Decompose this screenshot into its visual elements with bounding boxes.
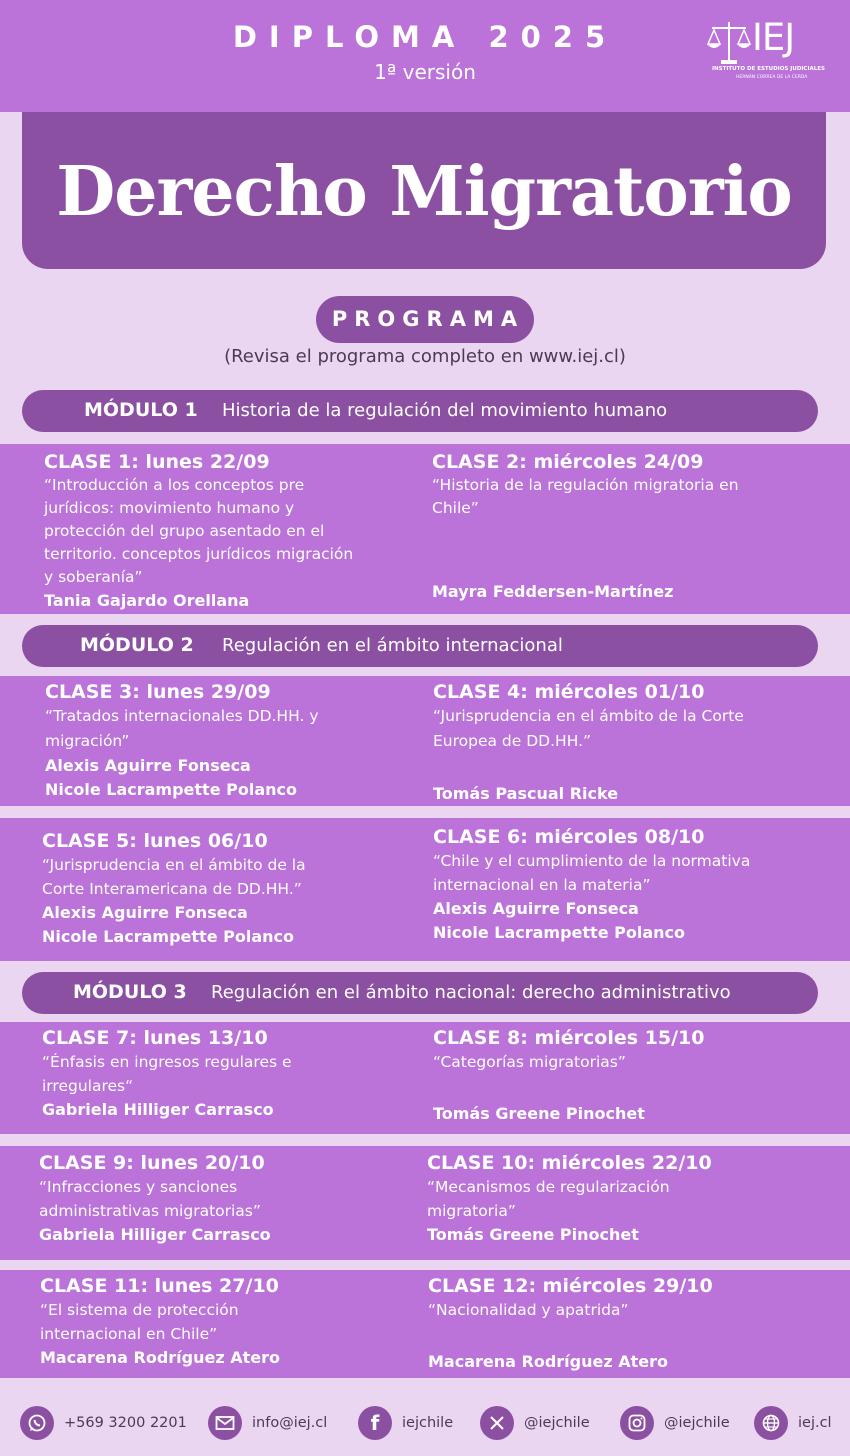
facebook-icon: f	[358, 1406, 392, 1440]
clase-heading: CLASE 6: miércoles 08/10	[433, 826, 705, 848]
clase-card	[39, 1151, 309, 1247]
diploma-label: DIPLOMA 2025	[232, 20, 618, 54]
contact-facebook[interactable]	[358, 1406, 453, 1440]
clase-description: “Nacionalidad y apatrida”	[428, 1301, 629, 1319]
clase-heading: CLASE 2: miércoles 24/09	[432, 451, 704, 473]
module-number: MÓDULO 1	[84, 399, 198, 421]
module-2-header	[22, 625, 818, 667]
clase-band-1	[0, 444, 850, 614]
clase-card	[427, 1151, 712, 1247]
module-title: Historia de la regulación del movimiento humano	[222, 400, 668, 421]
clase-description: “Infracciones y sanciones administrativas migratorias”	[39, 1178, 261, 1220]
contact-x[interactable]	[480, 1406, 590, 1440]
clase-professor: Gabriela Hilliger Carrasco	[39, 1225, 271, 1244]
clase-card	[433, 1026, 763, 1123]
contact-whatsapp[interactable]	[20, 1406, 187, 1440]
programa-badge: PROGRAMA	[316, 296, 534, 343]
contact-instagram[interactable]	[620, 1406, 730, 1440]
x-handle: @iejchile	[524, 1415, 590, 1431]
clase-description: “Introducción a los conceptos pre jurídicos: movimiento humano y protección del grupo asentado en el territorio. conceptos jurídicos migración y soberanía”	[44, 476, 354, 586]
title-box	[22, 112, 826, 269]
clase-card	[44, 450, 354, 613]
module-number: MÓDULO 2	[80, 634, 194, 656]
instagram-handle: @iejchile	[664, 1415, 730, 1431]
website-url: iej.cl	[798, 1415, 832, 1431]
module-1-header	[22, 390, 818, 432]
clase-description: “El sistema de protección internacional en Chile”	[40, 1301, 239, 1343]
programa-note: (Revisa el programa completo en www.iej.cl)	[224, 346, 626, 367]
clase-band-2	[0, 676, 850, 806]
clase-band-4	[0, 1022, 850, 1134]
module-title: Regulación en el ámbito internacional	[222, 635, 563, 656]
clase-card	[40, 1274, 280, 1370]
clase-card	[432, 450, 742, 601]
clase-description: “Jurisprudencia en el ámbito de la Corte Europea de DD.HH.”	[433, 707, 744, 750]
clase-heading: CLASE 1: lunes 22/09	[44, 451, 270, 473]
mail-icon	[208, 1406, 242, 1440]
clase-heading: CLASE 8: miércoles 15/10	[433, 1027, 705, 1049]
logo-subtitle: INSTITUTO DE ESTUDIOS JUDICIALES	[712, 66, 825, 72]
clase-professor: Tania Gajardo Orellana	[44, 591, 250, 610]
clase-heading: CLASE 4: miércoles 01/10	[433, 681, 705, 703]
clase-description: “Categorías migratorias”	[433, 1053, 626, 1071]
clase-band-6	[0, 1270, 850, 1378]
clase-heading: CLASE 3: lunes 29/09	[45, 681, 271, 703]
module-3-header	[22, 972, 818, 1014]
clase-professor: Mayra Feddersen-Martínez	[432, 582, 674, 601]
instagram-icon	[620, 1406, 654, 1440]
contact-email[interactable]	[208, 1406, 327, 1440]
clase-heading: CLASE 12: miércoles 29/10	[428, 1275, 713, 1297]
clase-professor: Nicole Lacrampette Polanco	[45, 780, 297, 799]
clase-heading: CLASE 7: lunes 13/10	[42, 1027, 268, 1049]
clase-professor: Macarena Rodríguez Atero	[428, 1352, 668, 1371]
clase-professor: Alexis Aguirre Fonseca	[42, 903, 248, 922]
clase-band-3	[0, 818, 850, 961]
contact-website[interactable]	[754, 1406, 832, 1440]
clase-professor: Nicole Lacrampette Polanco	[42, 927, 294, 946]
clase-professor: Alexis Aguirre Fonseca	[45, 756, 251, 775]
scales-icon	[706, 18, 752, 68]
facebook-handle: iejchile	[402, 1415, 454, 1431]
version-label: 1ª versión	[374, 60, 476, 84]
clase-professor: Macarena Rodríguez Atero	[40, 1348, 280, 1367]
iej-logo	[706, 14, 825, 86]
clase-professor: Tomás Greene Pinochet	[427, 1225, 639, 1244]
clase-card	[42, 829, 342, 949]
clase-professor: Alexis Aguirre Fonseca	[433, 899, 639, 918]
clase-heading: CLASE 9: lunes 20/10	[39, 1152, 265, 1174]
whatsapp-icon	[20, 1406, 54, 1440]
clase-card	[42, 1026, 332, 1122]
clase-heading: CLASE 5: lunes 06/10	[42, 830, 268, 852]
clase-card	[433, 825, 778, 945]
clase-professor: Tomás Greene Pinochet	[433, 1104, 645, 1123]
clase-description: “Tratados internacionales DD.HH. y migración”	[45, 707, 319, 750]
module-number: MÓDULO 3	[73, 981, 187, 1003]
clase-heading: CLASE 11: lunes 27/10	[40, 1275, 279, 1297]
x-icon	[480, 1406, 514, 1440]
page-title: Derecho Migratorio	[56, 152, 792, 232]
clase-card	[45, 680, 365, 802]
header-bar	[0, 0, 850, 112]
clase-professor: Gabriela Hilliger Carrasco	[42, 1100, 274, 1119]
phone-number: +569 3200 2201	[64, 1415, 187, 1431]
clase-professor: Nicole Lacrampette Polanco	[433, 923, 685, 942]
clase-description: “Chile y el cumplimiento de la normativa internacional en la materia”	[433, 852, 751, 894]
clase-card	[428, 1274, 758, 1371]
clase-description: “Historia de la regulación migratoria en Chile”	[432, 476, 739, 517]
logo-text: IEJ	[752, 16, 795, 59]
clase-professor: Tomás Pascual Ricke	[433, 784, 619, 803]
globe-icon	[754, 1406, 788, 1440]
clase-band-5	[0, 1146, 850, 1260]
footer-contacts	[0, 1380, 850, 1456]
clase-card	[433, 680, 773, 803]
module-title: Regulación en el ámbito nacional: derecho administrativo	[211, 982, 731, 1003]
logo-subtitle-2: HERNÁN CORREA DE LA CERDA	[736, 75, 808, 80]
email-address: info@iej.cl	[252, 1415, 328, 1431]
clase-description: “Mecanismos de regularización migratoria”	[427, 1178, 670, 1220]
clase-description: “Jurisprudencia en el ámbito de la Corte Interamericana de DD.HH.”	[42, 856, 306, 898]
clase-heading: CLASE 10: miércoles 22/10	[427, 1152, 712, 1174]
clase-description: “Énfasis en ingresos regulares e irregulares“	[42, 1053, 292, 1095]
